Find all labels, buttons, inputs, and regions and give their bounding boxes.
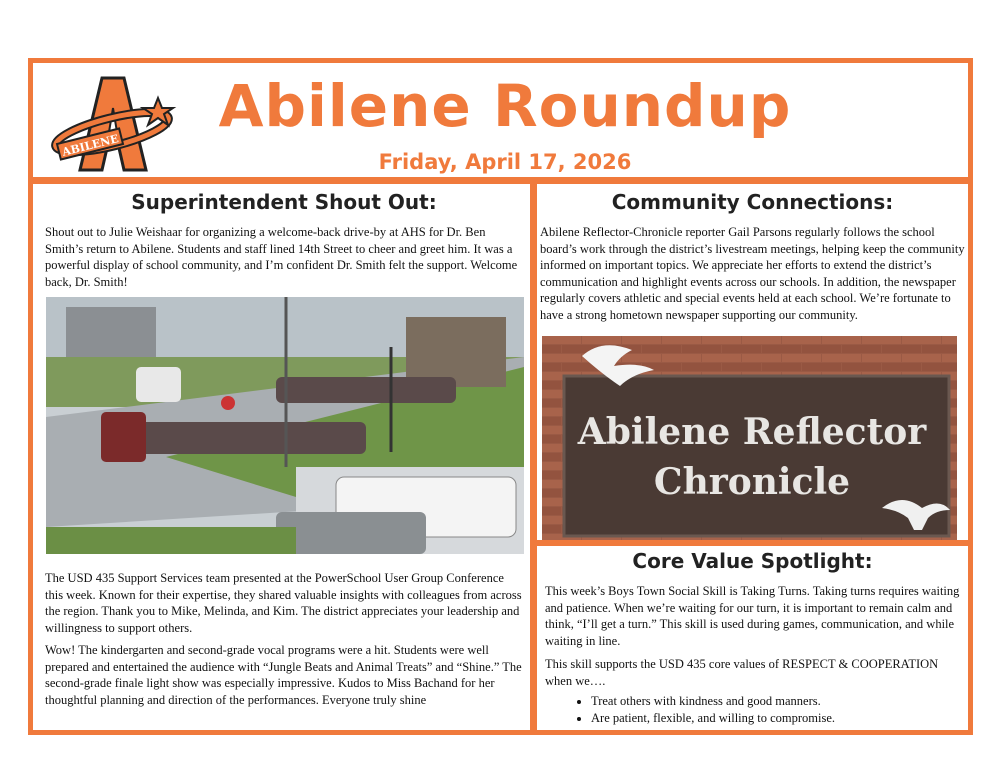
abilene-logo	[40, 70, 180, 175]
reflector-chronicle-sign-photo	[542, 336, 957, 540]
community-heading: Community Connections:	[611, 190, 894, 214]
core-value-paragraph: This week’s Boys Town Social Skill is Taking Turns. Taking turns requires waiting and patience. When we’re waiting for our turn, it is important to remain calm and think, “I’ll get a turn.” This skill is used during games, communication, and while waiting in line.	[545, 584, 960, 648]
right-column-divider	[537, 540, 968, 546]
core-values-intro	[545, 656, 965, 726]
column-divider	[530, 184, 537, 732]
sign-line-1: Abilene Reflector	[577, 411, 927, 453]
header-divider	[28, 177, 973, 184]
superintendent-heading: Superintendent Shout Out:	[131, 190, 437, 214]
list-item: • Treat others with kindness and good manners.	[591, 693, 965, 710]
core-value-heading: Core Value Spotlight:	[632, 549, 873, 573]
superintendent-paragraph: Shout out to Julie Weishaar for organizing a welcome-back drive-by at AHS for Dr. Ben Smith’s return to Abilene. Students and staff lined 14th Street to cheer and greet him. It was a powerful display of school community, and I’m confident Dr. Smith felt the support. Welcome back, Dr. Smith!	[45, 225, 518, 289]
newsletter-title: Abilene Roundup	[218, 72, 792, 140]
vocal-programs-paragraph: Wow! The kindergarten and second-grade vocal programs were a hit. Students were well prepared and entertained the audience with “Jungle Beats and Animal Treats” and “Shine.” The second-grade finale light show was especially impressive. Kudos to Miss Bachand for her thoughtful planning and direction of the performances. Everyone truly shine	[45, 643, 522, 707]
newsletter-date: Friday, April 17, 2026	[378, 150, 632, 174]
logo-text: ABILENE	[60, 132, 120, 159]
core-values-intro-text: This skill supports the USD 435 core values of RESPECT & COOPERATION when we….	[545, 657, 939, 688]
sign-line-2: Chronicle	[653, 461, 851, 503]
community-paragraph: Abilene Reflector-Chronicle reporter Gail Parsons regularly follows the school board’s work through the district’s livestream meetings, helping keep the community informed on important topics. We appreciate her efforts to extend the district’s communication and highlight events across our schools. In addition, the newspaper regularly covers athletic and special events held at each school. We’re fortunate to have a strong hometown newspaper supporting our community.	[540, 225, 965, 322]
support-services-paragraph: The USD 435 Support Services team presented at the PowerSchool User Group Conference this week. Known for their expertise, they shared valuable insights with colleagues from across the region. Thank you to Mike, Melinda, and Kim. The district appreciates your leadership and willingness to support others.	[45, 571, 522, 635]
drive-by-photo	[46, 297, 524, 554]
core-values-list	[545, 693, 965, 726]
list-item: • Are patient, flexible, and willing to compromise.	[591, 710, 965, 727]
